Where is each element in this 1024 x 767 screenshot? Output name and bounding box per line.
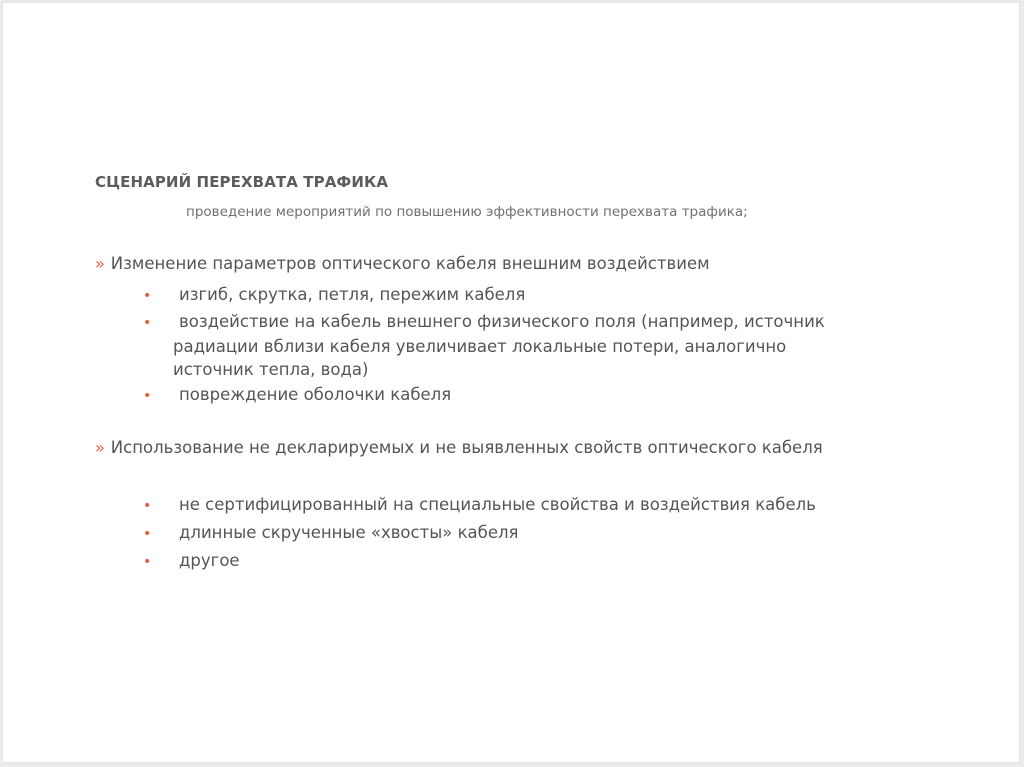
section-heading: [95, 254, 710, 273]
bullet-icon: •: [143, 554, 152, 570]
list-item-text: длинные скрученные «хвосты» кабеля: [179, 523, 519, 542]
list-item: [143, 283, 923, 308]
list-item-text: источник тепла, вода): [173, 360, 369, 379]
section-arrow-icon: »: [95, 438, 105, 457]
list-item: [143, 521, 923, 546]
list-item-text: другое: [179, 551, 240, 570]
bullet-icon: •: [143, 288, 152, 304]
list-item-text: радиации вблизи кабеля увеличивает локальные потери, аналогично: [173, 337, 787, 356]
slide-title: СЦЕНАРИЙ ПЕРЕХВАТА ТРАФИКА: [95, 173, 389, 191]
list-item: [143, 310, 923, 381]
list-item: [143, 549, 923, 574]
slide: [2, 2, 1020, 763]
list-item: [143, 383, 923, 408]
section-arrow-icon: »: [95, 254, 105, 273]
bullet-icon: •: [143, 498, 152, 514]
bullet-icon: •: [143, 315, 152, 331]
list-item: [143, 493, 923, 518]
list-item-text: воздействие на кабель внешнего физического поля (например, источник: [179, 312, 825, 331]
bullet-icon: •: [143, 526, 152, 542]
section-heading-text: Использование не декларируемых и не выявленных свойств оптического кабеля: [110, 438, 823, 457]
slide-subtitle: проведение мероприятий по повышению эффективности перехвата трафика;: [186, 204, 748, 220]
bullet-icon: •: [143, 388, 152, 404]
list-item-text: не сертифицированный на специальные свойства и воздействия кабель: [179, 495, 816, 514]
section-heading: [95, 438, 823, 457]
section-heading-text: Изменение параметров оптического кабеля внешним воздействием: [110, 254, 710, 273]
list-item-text: повреждение оболочки кабеля: [179, 385, 452, 404]
list-item-text: изгиб, скрутка, петля, пережим кабеля: [179, 285, 526, 304]
